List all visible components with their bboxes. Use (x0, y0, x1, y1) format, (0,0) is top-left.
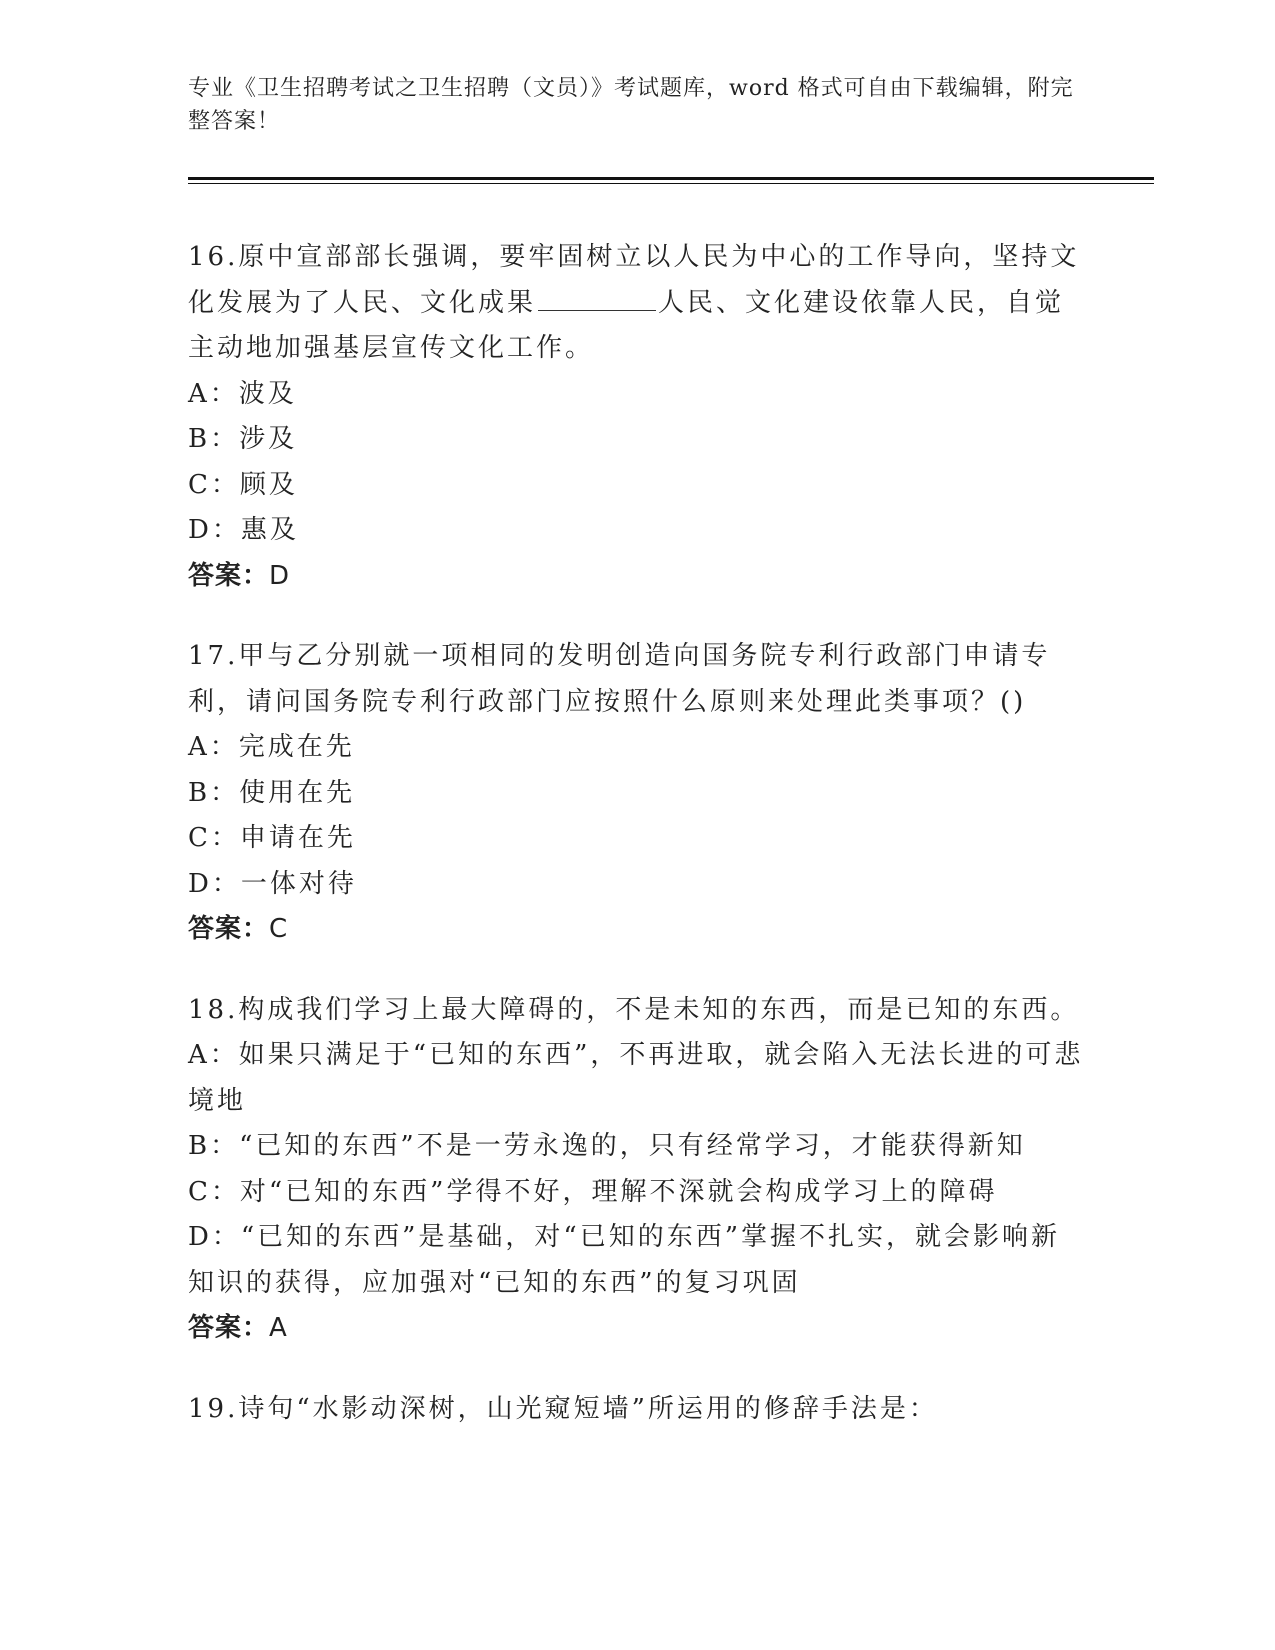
answer-label: 答案： (188, 1313, 270, 1343)
answer-value: A (269, 1313, 288, 1343)
option-b: B：涉及 (188, 424, 298, 454)
answer-label: 答案： (188, 914, 270, 944)
option-d: D：惠及 (188, 515, 299, 545)
option-d: D：“已知的东西”是基础，对“已知的东西”掌握不扎实，就会影响新知识的获得，应加强对“已知的东西”的复习巩固 (188, 1222, 1061, 1298)
option-a: A：波及 (188, 378, 297, 409)
question-18 (188, 988, 1088, 1352)
option-c: C：申请在先 (188, 823, 356, 853)
question-stem (188, 235, 1088, 372)
question-list (188, 235, 1088, 1467)
answer-value: C (269, 914, 289, 944)
header-rule-thick (188, 177, 1154, 180)
question-17 (188, 634, 1088, 953)
stem-part-2: 人民、文化建设依靠人民，自觉主动地加强基层宣传文化工作。 (188, 287, 1065, 363)
option-a: A：如果只满足于“已知的东西”，不再进取，就会陷入无法长进的可悲境地 (188, 1040, 1084, 1116)
question-stem: 19.诗句“水影动深树，山光窥短墙”所运用的修辞手法是： (188, 1393, 938, 1424)
answer-line (188, 554, 1088, 600)
option-b: B：“已知的东西”不是一劳永逸的，只有经常学习，才能获得新知 (188, 1131, 1026, 1161)
header-text: 专业《卫生招聘考试之卫生招聘（文员）》考试题库，word 格式可自由下载编辑，附完整答案！ (188, 76, 1074, 134)
answer-line (188, 907, 1088, 953)
answer-label: 答案： (188, 560, 270, 591)
option-c: C：对“已知的东西”学得不好，理解不深就会构成学习上的障碍 (188, 1176, 998, 1207)
option-c: C：顾及 (188, 469, 298, 500)
stem-part-1: 16.原中宣部部长强调，要牢固树立以人民为中心的工作导向，坚持文化发展为了人民、文化成果 (188, 242, 1080, 318)
fill-in-blank (538, 286, 656, 311)
answer-value: D (269, 560, 291, 591)
option-d: D：一体对待 (188, 868, 357, 899)
answer-line (188, 1306, 1088, 1352)
question-stem: 18.构成我们学习上最大障碍的，不是未知的东西，而是已知的东西。 (188, 994, 1080, 1025)
option-a: A：完成在先 (188, 732, 355, 762)
question-stem: 17.甲与乙分别就一项相同的发明创造向国务院专利行政部门申请专利，请问国务院专利行政部门应按照什么原则来处理此类事项？() (188, 641, 1051, 717)
page-header (188, 72, 1088, 138)
option-b: B：使用在先 (188, 777, 356, 808)
question-19 (188, 1387, 1088, 1433)
question-16 (188, 235, 1088, 599)
header-rule-thin (188, 183, 1154, 184)
